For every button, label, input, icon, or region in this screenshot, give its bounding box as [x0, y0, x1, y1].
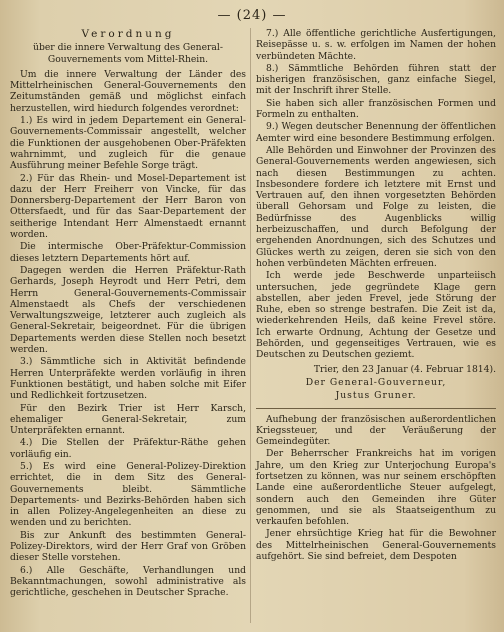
column-divider [250, 28, 251, 623]
paragraph: 2.) Für das Rhein- und Mosel-Departement ist dazu der Herr Freiherr von Vincke, für das Donnersberg-Departement der Herr Baron von Ottersfaedt, und für das Saar-Departement der seitherige Intendant Herr Almenstaedt ernannt worden. [10, 172, 246, 241]
paragraph: Ich werde jede Beschwerde unparteiisch untersuchen, jede gegründete Klage gern abstellen, aber jeden Frevel, jede Störung der Ruhe, eben so strenge bestrafen. Die Zeit ist da, wiederkehrenden Heils, daß keine Frevel störe. Ich erwarte Ordnung, Achtung der Gesetze und Behörden, und gegenseitiges Vertrauen, wie es Deutschen zu Deutschen geziemt. [256, 270, 496, 361]
paragraph: Alle Behörden und Einwohner der Provinzen des General-Gouvernements werden angewiesen, sich nach diesen Bestimmungen zu achten. Insbesondere fordere ich letztere mit Ernst und Vertrauen auf, den ihnen vorgesetzten Behörden überall Gehorsam und Folge zu leisten, die Bedürfnisse des Augenblicks willig herbeizuschaffen, und durch Befolgung der ergehenden Anordnungen, sich des Schutzes und Glückes werth zu zeigen, deren sie sich von den hohen verbündeten Mächten erfreuen. [256, 144, 496, 269]
section-title: Aufhebung der französischen außerordentlichen Kriegssteuer, und der Veräußerung der Gemeindegüter. [256, 413, 496, 448]
paragraph: 3.) Sämmtliche sich in Aktivität befindende Herren Unterpräfekte werden vorläufig in ihren Funktionen bestätigt, und haben solche mit Eifer und Redlichkeit fortzusetzen. [10, 356, 246, 402]
signature-title: Der General-Gouverneur, [305, 376, 447, 388]
paragraph: Jener ehrsüchtige Krieg hat für die Bewohner des Mittelrheinischen General-Gouvernements aufgehört. Sie sind befreiet, dem Despoten [256, 528, 496, 563]
paragraph: 8.) Sämmtliche Behörden führen statt der bisherigen französischen, ganz einfache Siegel, mit der Inschrift ihrer Stelle. [256, 62, 496, 97]
paragraph: 4.) Die Stellen der Präfektur-Räthe gehen vorläufig ein. [10, 437, 246, 460]
paragraph: Um die innere Verwaltung der Länder des Mittelrheinischen General-Gouvernements den Zeitumständen gemäß und möglichst einfach herzustellen, wird hiedurch folgendes verordnet: [10, 68, 246, 114]
paragraph: Bis zur Ankunft des bestimmten General-Polizey-Direktors, wird der Herr Graf von Gröben dieser Stelle vorstehen. [10, 529, 246, 564]
dateline: Trier, den 23 Januar (4. Februar 1814). [313, 363, 496, 375]
paragraph: Der Beherrscher Frankreichs hat im vorigen Jahre, um den Krieg zur Unterjochung Europa's fortsetzen zu können, was nur seinem erschöpften Lande eine außerordentliche Steuer aufgelegt, sondern auch den Gemeinden ihre Güter genommen, und sie als Staatseigenthum zu verkaufen befohlen. [256, 448, 496, 528]
page-number: — (24) — [217, 8, 287, 23]
paragraph: 5.) Es wird eine General-Polizey-Direktion errichtet, die in dem Sitz des General-Gouvernements bleibt. Sämmtliche Departements- und Bezirks-Behörden haben sich in allen Polizey-Angelegenheiten an diese zu wenden und zu berichten. [10, 460, 246, 529]
paragraph: 6.) Alle Geschäfte, Verhandlungen und Bekanntmachungen, sowohl administrative als gerichtliche, geschehen in Deutscher Sprache. [10, 564, 246, 599]
paragraph: Dagegen werden die Herren Präfektur-Rath Gerhards, Joseph Heyrodt und Herr Petri, dem Herrn General-Gouvernements-Commissair Almenstaedt als Chefs der verschiedenen Verwaltungszweige, letzterer auch zugleich als General-Sekretair, beigeordnet. Für die übrigen Departements werden diese Stellen noch besetzt werden. [10, 264, 246, 356]
left-column [10, 28, 246, 600]
right-column [256, 28, 496, 563]
paragraph: 9.) Wegen deutscher Benennung der öffentlichen Aemter wird eine besondere Bestimmung erfolgen. [256, 121, 496, 144]
ordinance-subheading: über die innere Verwaltung des General-Gouvernements vom Mittel-Rhein. [33, 42, 223, 65]
paragraph: Für den Bezirk Trier ist Herr Karsch, ehemaliger General-Sekretair, zum Unterpräfekten ernannt. [10, 402, 246, 437]
section-rule [256, 408, 496, 409]
paragraph: 7.) Alle öffentliche gerichtliche Ausfertigungen, Reisepässe u. s. w. erfolgen im Namen der hohen verbündeten Mächte. [256, 28, 496, 62]
paragraph: Die intermische Ober-Präfektur-Commission dieses letztern Departements hört auf. [10, 241, 246, 264]
signature-name: Justus Gruner. [335, 390, 417, 402]
ordinance-heading: Verordnung [81, 28, 175, 40]
paragraph: Sie haben sich aller französischen Formen und Formeln zu enthalten. [256, 97, 496, 121]
paragraph: 1.) Es wird in jedem Departement ein General-Gouvernements-Commissair angestellt, welcher die Funktionen der ausgehobenen Ober-Präfekten wahrnimmt, und zugleich für die genaue Ausführung meiner Befehle Sorge trägt. [10, 115, 246, 172]
